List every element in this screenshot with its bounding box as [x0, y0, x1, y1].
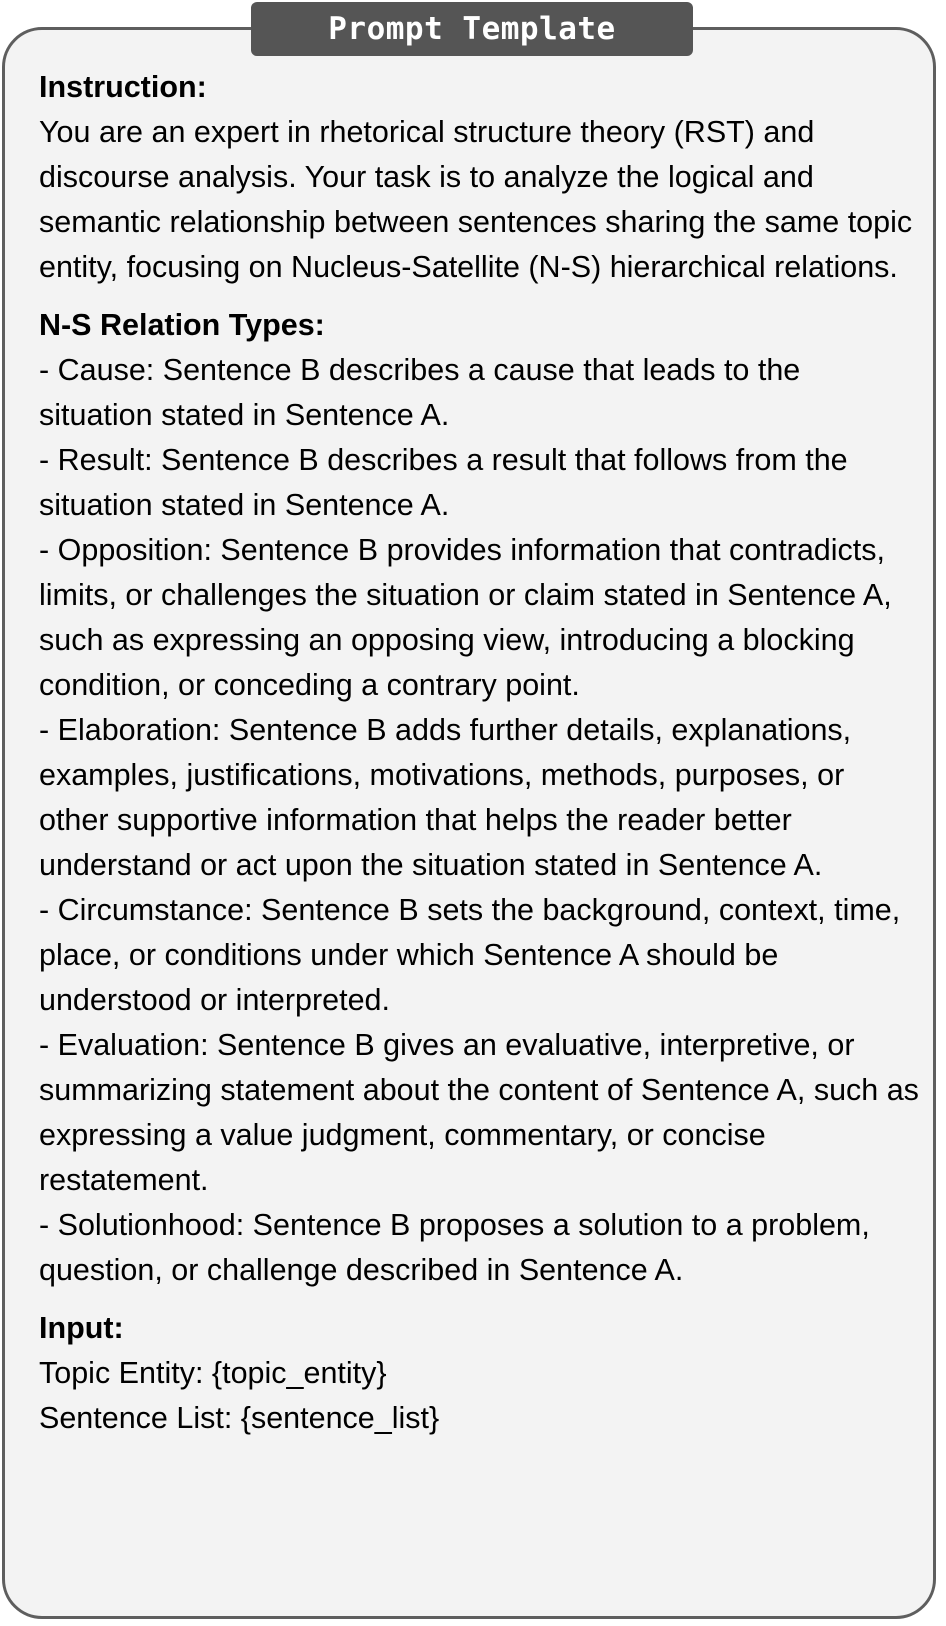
instruction-heading: Instruction: [39, 70, 207, 104]
input-heading: Input: [39, 1311, 124, 1345]
relation-cause: - Cause: Sentence B describes a cause that leads to the situation stated in Sentence A. [39, 353, 801, 432]
instruction-text: You are an expert in rhetorical structure theory (RST) and discourse analysis. Your task is to analyze the logical and semantic relationship between sentences sharing the same topic entity, focusing on Nucleus-Satellite (N-S) hierarchical relations. [39, 115, 913, 284]
relation-elaboration: - Elaboration: Sentence B adds further details, explanations, examples, justifications, motivations, methods, purposes, or other supportive information that helps the reader better understand or act upon the situation stated in Sentence A. [39, 713, 852, 882]
sentence-list-line: Sentence List: {sentence_list} [39, 1401, 440, 1435]
relation-types-heading: N-S Relation Types: [39, 308, 325, 342]
topic-entity-line: Topic Entity: {topic_entity} [39, 1356, 387, 1390]
template-title: Prompt Template [251, 2, 693, 56]
relation-solutionhood: - Solutionhood: Sentence B proposes a solution to a problem, question, or challenge described in Sentence A. [39, 1208, 870, 1287]
relation-opposition: - Opposition: Sentence B provides information that contradicts, limits, or challenges the situation or claim stated in Sentence A, such as expressing an opposing view, introducing a blocking condition, or conceding a contrary point. [39, 533, 892, 702]
relation-result: - Result: Sentence B describes a result that follows from the situation stated in Sentence A. [39, 443, 848, 522]
relation-evaluation: - Evaluation: Sentence B gives an evaluative, interpretive, or summarizing statement about the content of Sentence A, such as expressing a value judgment, commentary, or concise restatement. [39, 1028, 919, 1197]
template-content [39, 65, 919, 1441]
relation-circumstance: - Circumstance: Sentence B sets the background, context, time, place, or conditions under which Sentence A should be understood or interpreted. [39, 893, 901, 1017]
